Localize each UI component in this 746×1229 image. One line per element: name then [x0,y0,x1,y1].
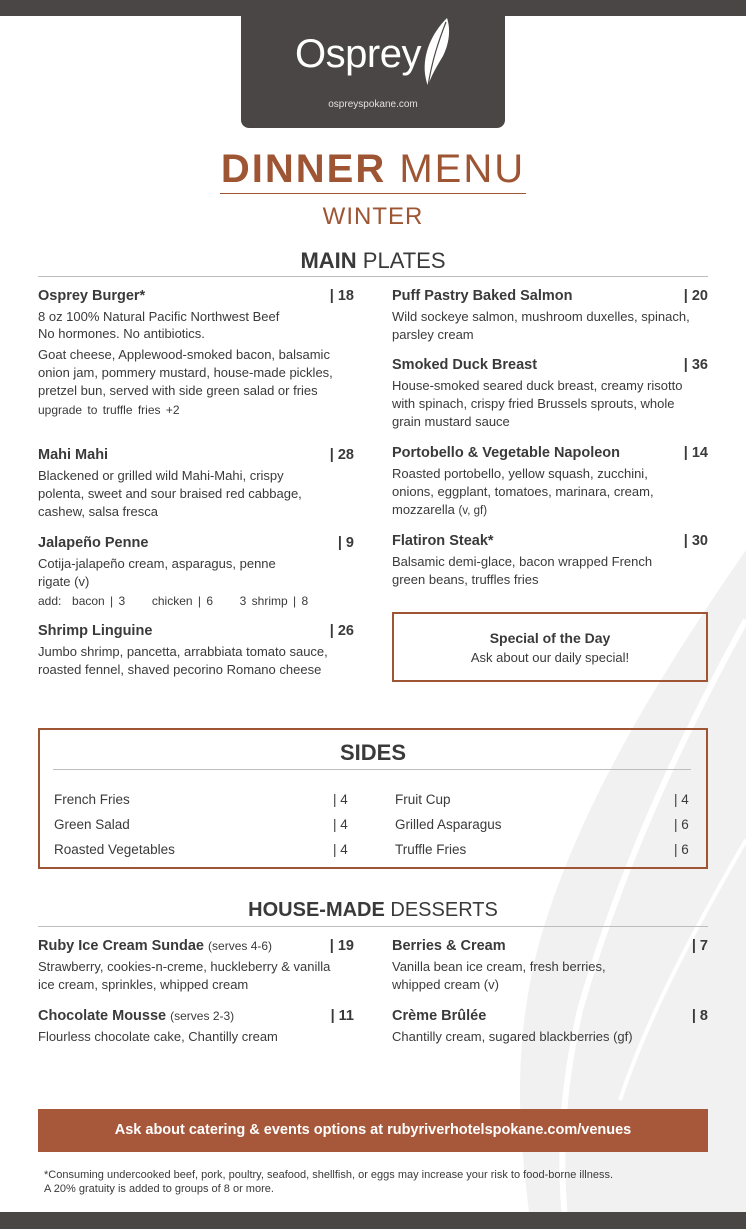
title-bold: DINNER [220,147,387,191]
feather-icon [417,16,453,88]
menu-item [392,288,708,344]
item-addons: add: bacon | 3 chicken | 6 3 shrimp | 8 [38,594,309,608]
menu-item [392,938,708,994]
item-price: | 19 [329,938,354,954]
page-title [0,147,746,192]
item-name: Smoked Duck Breast [392,357,538,373]
item-name: Puff Pastry Baked Salmon [392,288,573,304]
item-name: Portobello & Vegetable Napoleon [392,445,621,461]
side-item: French Fries [54,792,130,807]
item-name: Osprey Burger* [38,288,146,304]
desserts-divider [38,926,708,927]
side-item: Grilled Asparagus [395,817,502,832]
item-upgrade: upgrade to truffle fries +2 [38,403,180,417]
special-title: Special of the Day [489,630,611,646]
menu-item [38,447,354,521]
season-label: WINTER [322,203,424,230]
footnote-gratuity: A 20% gratuity is added to groups of 8 or more. [44,1183,274,1195]
item-price: | 26 [329,623,354,639]
item-desc: 8 oz 100% Natural Pacific Northwest Beef No hormones. No antibiotics. [38,309,280,341]
item-price: | 28 [329,447,354,463]
main-plates-heading: MAIN PLATES [300,248,446,273]
menu-item [38,623,354,679]
title-divider [220,193,526,194]
menu-item [392,533,708,589]
menu-item [392,357,708,431]
item-desc: Balsamic demi-glace, bacon wrapped French green beans, truffles fries [392,554,653,587]
item-price: | 11 [330,1008,354,1024]
item-desc: Chantilly cream, sugared blackberries (gf) [392,1029,633,1044]
side-price: | 4 [333,817,348,832]
item-price: | 36 [683,357,708,373]
side-item: Truffle Fries [395,842,467,857]
item-desc: Vanilla bean ice cream, fresh berries, whipped cream (v) [392,959,606,992]
sides-divider [53,769,691,770]
item-name: Shrimp Linguine [38,623,153,639]
title-rest: MENU [399,147,526,191]
item-desc: Cotija-jalapeño cream, asparagus, penne rigate (v) [38,556,276,589]
side-item: Roasted Vegetables [54,842,175,857]
item-name: Ruby Ice Cream Sundae (serves 4-6) [38,938,273,954]
item-price: | 7 [691,938,708,954]
item-desc: Wild sockeye salmon, mushroom duxelles, spinach, parsley cream [392,309,690,342]
main-plates-divider [38,276,708,277]
bottom-bar [0,1212,746,1229]
item-desc: Jumbo shrimp, pancetta, arrabbiata tomato sauce, roasted fennel, shaved pecorino Romano cheese [38,644,328,677]
side-price: | 6 [674,817,689,832]
brand-logo: Osprey [295,32,421,76]
menu-item [38,938,354,994]
side-price: | 4 [674,792,689,807]
item-desc: Roasted portobello, yellow squash, zucchini, onions, eggplant, tomatoes, marinara, cream, mozzarella (v, gf) [392,466,654,517]
website-url: ospreyspokane.com [328,99,418,110]
item-price: | 30 [683,533,708,549]
side-item: Green Salad [54,817,130,832]
item-desc: Blackened or grilled wild Mahi-Mahi, crispy polenta, sweet and sour braised red cabbage, cashew, salsa fresca [38,468,302,519]
item-name: Chocolate Mousse (serves 2-3) [38,1008,235,1024]
menu-item [38,288,354,419]
side-price: | 4 [333,792,348,807]
menu-item [392,445,708,520]
footnote-health-warning: *Consuming undercooked beef, pork, poultry, seafood, shellfish, or eggs may increase your risk to food-borne illness. [44,1169,614,1181]
item-name: Crème Brûlée [392,1008,487,1024]
item-desc: Flourless chocolate cake, Chantilly cream [38,1029,278,1044]
special-text: Ask about our daily special! [470,650,630,665]
desserts-heading: HOUSE-MADE DESSERTS [248,899,498,921]
item-name: Berries & Cream [392,938,506,954]
menu-item [38,1008,354,1046]
special-of-the-day-box [392,612,708,682]
item-desc: House-smoked seared duck breast, creamy risotto with spinach, crispy fried Brussels sprouts, whole grain mustard sauce [392,378,683,429]
sides-heading: SIDES [339,740,407,765]
item-name: Mahi Mahi [38,447,109,463]
item-price: | 14 [683,445,708,461]
sides-box [38,728,708,869]
item-desc: Strawberry, cookies-n-creme, huckleberry & vanilla ice cream, sprinkles, whipped cream [38,959,331,992]
side-item: Fruit Cup [395,792,451,807]
item-name: Flatiron Steak* [392,533,494,549]
logo-header [241,0,505,128]
item-price: | 18 [329,288,354,304]
menu-item [38,535,354,610]
item-price: | 9 [337,535,354,551]
catering-banner: Ask about catering & events options at rubyriverhotelspokane.com/venues [38,1109,708,1152]
item-name: Jalapeño Penne [38,535,149,551]
side-price: | 4 [333,842,348,857]
item-price: | 20 [683,288,708,304]
footnote [44,1168,613,1196]
menu-item [392,1008,708,1046]
item-desc: Goat cheese, Applewood-smoked bacon, balsamic onion jam, pommery mustard, house-made pickles, pretzel bun, served with side green salad or fries [38,347,333,398]
item-price: | 8 [691,1008,708,1024]
side-price: | 6 [674,842,689,857]
